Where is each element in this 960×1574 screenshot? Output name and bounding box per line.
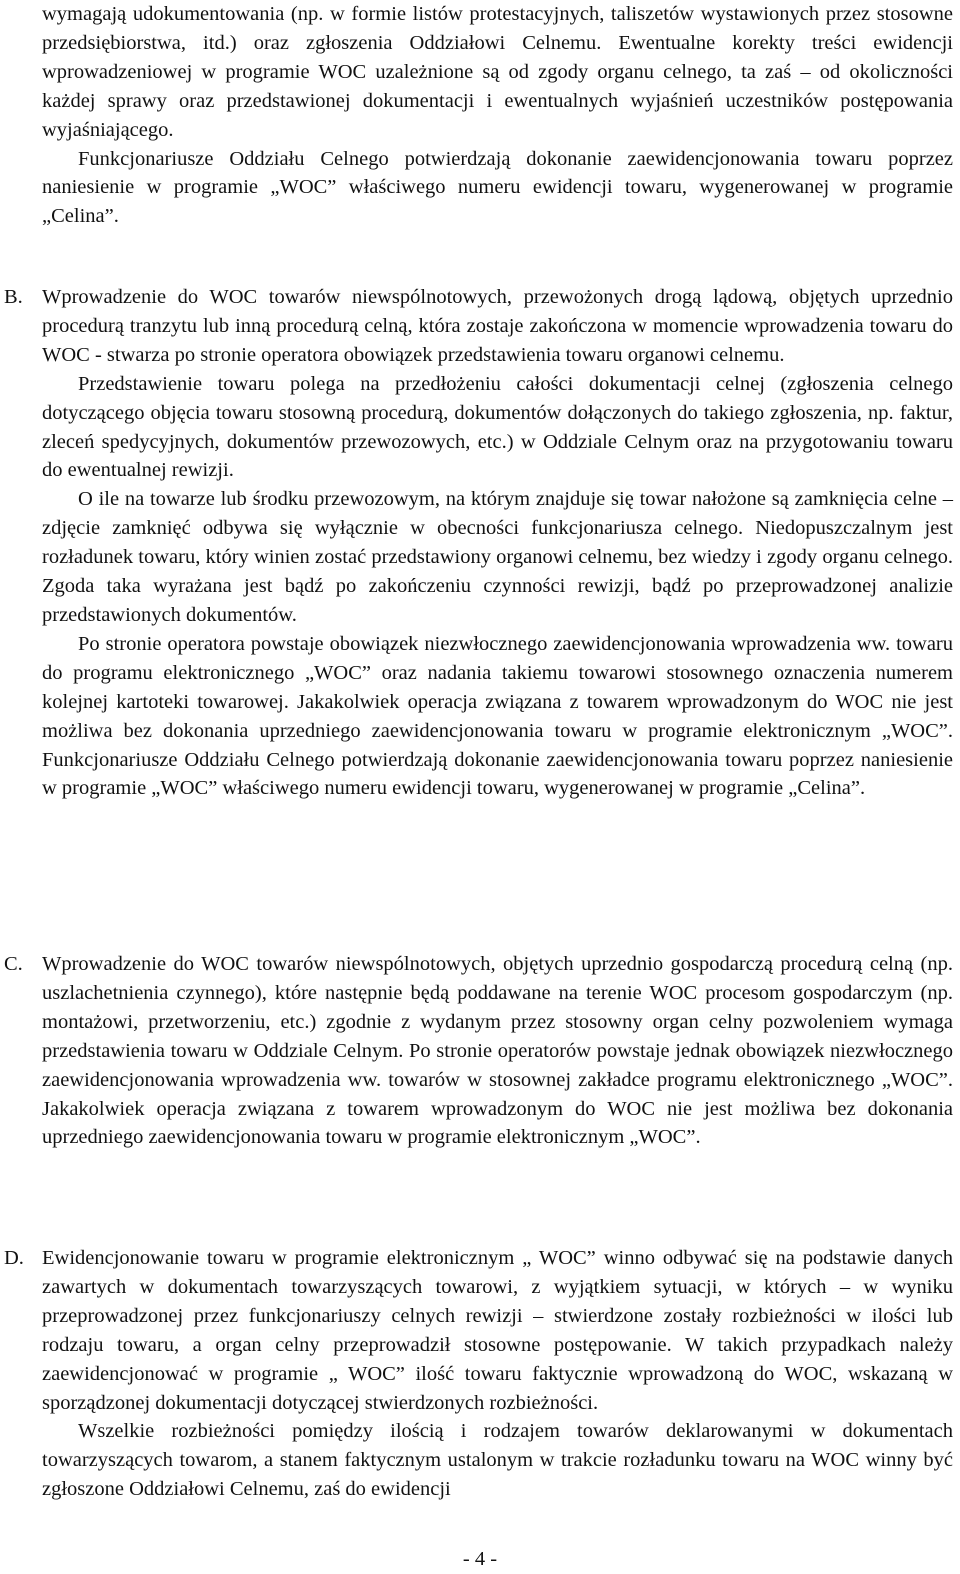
section-c-text bbox=[42, 950, 953, 1152]
section-c-letter: C. bbox=[4, 953, 23, 975]
page-number: - 4 - bbox=[462, 1548, 498, 1570]
section-b-paragraph-4: Po stronie operatora powstaje obowiązek niezwłocznego zaewidencjonowania wprowadzenia ww. towaru do programu elektronicznego „WOC” oraz nadania takiemu towarowi stosownego oznaczenia numerem kolejnej kartoteki towarowej. Jakakolwiek operacja związana z towarem wprowadzonym do WOC nie jest możliwa bez dokonania uprzedniego zaewidencjonowania towaru w programie elektronicznym „WOC”. Funkcjonariusze Oddziału Celnego potwierdzają dokonanie zaewidencjonowania towaru poprzez naniesienie w programie „WOC” właściwego numeru ewidencji towaru, wygenerowanej w programie „Celina”. bbox=[42, 632, 953, 800]
section-d-text bbox=[42, 1244, 953, 1504]
section-a-text bbox=[42, 0, 953, 231]
section-b-letter: B. bbox=[4, 286, 23, 308]
section-c-paragraph-1: Wprowadzenie do WOC towarów niewspólnotowych, objętych uprzednio gospodarczą procedurą celną (np. uszlachetnienia czynnego), które następnie będą poddawane na terenie WOC procesom gospodarczym (np. montażowi, przetworzeniu, etc.) zgodnie z wydanym przez stosowny organ celny pozwoleniem wymaga przedstawienia towaru w Oddziale Celnym. Po stronie operatorów powstaje jednak obowiązek niezwłocznego zaewidencjonowania wprowadzenia ww. towarów w stosownej zakładce programu elektronicznego „WOC”. Jakakolwiek operacja związana z towarem wprowadzonym do WOC nie jest możliwa bez dokonania uprzedniego zaewidencjonowania towaru w programie elektronicznym „WOC”. bbox=[42, 953, 953, 1149]
section-b-paragraph-2: Przedstawienie towaru polega na przedłożeniu całości dokumentacji celnej (zgłoszenia celnego dotyczącego objęcia towaru stosowną procedurą, dokumentów dołączonych do takiego zgłoszenia, np. faktur, zleceń spedycyjnych, dokumentów przewozowych, etc.) w Oddziale Celnym oraz na przygotowaniu towaru do ewentualnej rewizji. bbox=[42, 372, 953, 482]
section-a-paragraph-2: Funkcjonariusze Oddziału Celnego potwierdzają dokonanie zaewidencjonowania towaru poprzez naniesienie w programie „WOC” właściwego numeru ewidencji towaru, wygenerowanej w programie „Celina”. bbox=[42, 147, 953, 228]
section-d-paragraph-1: Ewidencjonowanie towaru w programie elektronicznym „ WOC” winno odbywać się na podstawie danych zawartych w dokumentach towarzyszących towarowi, z wyjątkiem sytuacji, w których – w wyniku przeprowadzonej przez funkcjonariuszy celnych rewizji – stwierdzone zostały rozbieżności w ilości lub rodzaju towaru, a organ celny przeprowadził stosowne postępowanie. W takich przypadkach należy zaewidencjonować w programie „ WOC” ilość towaru faktycznie wprowadzoną do WOC, wskazaną w sporządzonej dokumentacji dotyczącej stwierdzonych rozbieżności. bbox=[42, 1247, 953, 1414]
section-d-paragraph-2: Wszelkie rozbieżności pomiędzy ilością i rodzajem towarów deklarowanymi w dokumentach towarzyszących towarom, a stanem faktycznym ustalonym w trakcie rozładunku towaru na WOC winny być zgłoszone Oddziałowi Celnemu, zaś do ewidencji bbox=[42, 1420, 953, 1501]
section-b-text bbox=[42, 283, 953, 803]
section-d-letter: D. bbox=[4, 1247, 24, 1269]
section-b-paragraph-1: Wprowadzenie do WOC towarów niewspólnotowych, przewożonych drogą lądową, objętych uprzednio procedurą tranzytu lub inną procedurą celną, która zostaje zakończona w momencie wprowadzenia towaru do WOC - stwarza po stronie operatora obowiązek przedstawienia towaru organowi celnemu. bbox=[42, 286, 953, 366]
section-a-paragraph-1: wymagają udokumentowania (np. w formie listów protestacyjnych, taliszetów wystawionych przez stosowne przedsiębiorstwa, itd.) oraz zgłoszenia Oddziałowi Celnemu. Ewentualne korekty treści ewidencji wprowadzeniowej w programie WOC uzależnione są od zgody organu celnego, ta zaś – od okoliczności każdej sprawy oraz przedstawionej dokumentacji i ewentualnych wyjaśnień uczestników postępowania wyjaśniającego. bbox=[42, 3, 953, 141]
section-b-paragraph-3: O ile na towarze lub środku przewozowym, na którym znajduje się towar nałożone są zamknięcia celne – zdjęcie zamknięć odbywa się wyłącznie w obecności funkcjonariusza celnego. Niedopuszczalnym jest rozładunek towaru, który winien zostać przedstawiony organowi celnemu, bez wiedzy i zgody organu celnego. Zgoda taka wyrażana jest bądź po zakończeniu czynności rewizji, bądź po przeprowadzonej analizie przedstawionych dokumentów. bbox=[42, 488, 953, 626]
